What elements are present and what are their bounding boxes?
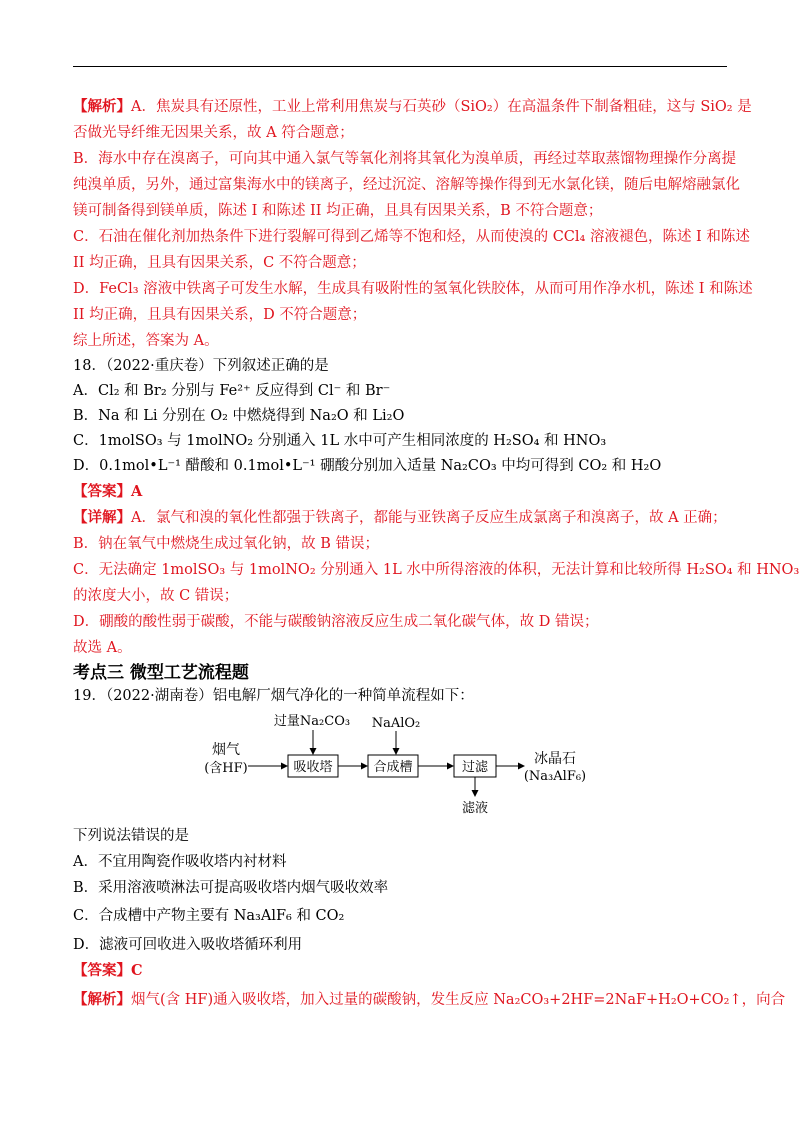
flow-input-label: 烟气: [212, 742, 240, 758]
analysis-line-8: D．FeCl₃ 溶液中铁离子可发生水解，生成具有吸附性的氢氧化铁胶体，从而可用作净水机，陈述 I 和陈述: [73, 281, 753, 297]
flow-box-filter-label: 过滤: [461, 760, 489, 775]
q18-option-d: D．0.1mol•L⁻¹ 醋酸和 0.1mol•L⁻¹ 硼酸分别加入适量 Na₂CO₃ 中均可得到 CO₂ 和 H₂O: [73, 458, 662, 474]
flow-input-sub: (含HF): [204, 761, 248, 776]
q19-answer: 【答案】C: [73, 962, 143, 979]
analysis-line-4: 纯溴单质，另外，通过富集海水中的镁离子，经过沉淀、溶解等操作得到无水氯化镁，随后电解熔融氯化: [73, 177, 740, 193]
analysis-conclusion: 综上所述，答案为 A。: [73, 333, 219, 349]
analysis-line-1: 【解析】A．焦炭具有还原性，工业上常利用焦炭与石英砂（SiO₂）在高温条件下制备粗硅，这与 SiO₂ 是: [73, 98, 752, 115]
q18-explain-c: C．无法确定 1molSO₃ 与 1molNO₂ 分别通入 1L 水中所得溶液的体积，无法计算和比较所得 H₂SO₄ 和 HNO₃: [73, 562, 800, 578]
q19-stem: 19．（2022·湖南卷）铝电解厂烟气净化的一种简单流程如下：: [73, 688, 474, 704]
section-title: 考点三 微型工艺流程题: [73, 663, 249, 683]
flow-byproduct-label: 滤液: [461, 801, 489, 816]
q18-explain-d: D．硼酸的酸性弱于碳酸，不能与碳酸钠溶液反应生成二氧化碳气体，故 D 错误；: [73, 614, 599, 630]
q19-option-c: C．合成槽中产物主要有 Na₃AlF₆ 和 CO₂: [73, 908, 345, 924]
flow-output-sub: (Na₃AlF₆): [523, 769, 587, 784]
q19-option-b: B．采用溶液喷淋法可提高吸收塔内烟气吸收效率: [73, 880, 389, 896]
q19-option-a: A．不宜用陶瓷作吸收塔内衬材料: [73, 854, 287, 870]
analysis-line-2: 否做光导纤维无因果关系，故 A 符合题意；: [73, 125, 354, 141]
q19-option-d: D．滤液可回收进入吸收塔循环利用: [73, 937, 303, 953]
analysis-line-7: II 均正确，且具有因果关系，C 不符合题意；: [73, 255, 366, 271]
flow-reagent-1: 过量Na₂CO₃: [273, 714, 351, 729]
flow-reagent-2: NaAlO₂: [371, 716, 421, 731]
process-flow-diagram: [190, 708, 590, 820]
flow-output-label: 冰晶石: [534, 751, 576, 767]
q18-conclusion: 故选 A。: [73, 640, 132, 656]
q18-option-a: A．Cl₂ 和 Br₂ 分别与 Fe²⁺ 反应得到 Cl⁻ 和 Br⁻: [73, 383, 391, 399]
q18-answer: 【答案】A: [73, 483, 143, 500]
flow-box-synthesis-label: 合成槽: [373, 760, 413, 775]
q18-explain-a: 【详解】A．氯气和溴的氧化性都强于铁离子，都能与亚铁离子反应生成氯离子和溴离子，故 A 正确；: [73, 509, 727, 526]
flow-box-absorber-label: 吸收塔: [293, 760, 333, 775]
q18-option-c: C．1molSO₃ 与 1molNO₂ 分别通入 1L 水中可产生相同浓度的 H₂SO₄ 和 HNO₃: [73, 433, 607, 449]
analysis-line-3: B．海水中存在溴离子，可向其中通入氯气等氧化剂将其氧化为溴单质，再经过萃取蒸馏物理操作分离提: [73, 151, 737, 167]
q19-analysis: 【解析】烟气(含 HF)通入吸收塔，加入过量的碳酸钠，发生反应 Na₂CO₃+2HF=2NaF+H₂O+CO₂↑，向合: [73, 991, 786, 1008]
analysis-line-9: II 均正确，且具有因果关系，D 不符合题意；: [73, 307, 367, 323]
header-rule: [73, 66, 727, 67]
analysis-line-5: 镁可制备得到镁单质，陈述 I 和陈述 II 均正确，且具有因果关系，B 不符合题意；: [73, 203, 603, 219]
q19-prompt: 下列说法错误的是: [73, 828, 189, 844]
q18-stem: 18．（2022·重庆卷）下列叙述正确的是: [73, 358, 329, 374]
analysis-line-6: C．石油在催化剂加热条件下进行裂解可得到乙烯等不饱和烃，从而使溴的 CCl₄ 溶液褪色，陈述 I 和陈述: [73, 229, 750, 245]
q18-explain-c-cont: 的浓度大小，故 C 错误；: [73, 588, 239, 604]
q18-explain-b: B．钠在氧气中燃烧生成过氧化钠，故 B 错误；: [73, 536, 380, 552]
q18-option-b: B．Na 和 Li 分别在 O₂ 中燃烧得到 Na₂O 和 Li₂O: [73, 408, 405, 424]
